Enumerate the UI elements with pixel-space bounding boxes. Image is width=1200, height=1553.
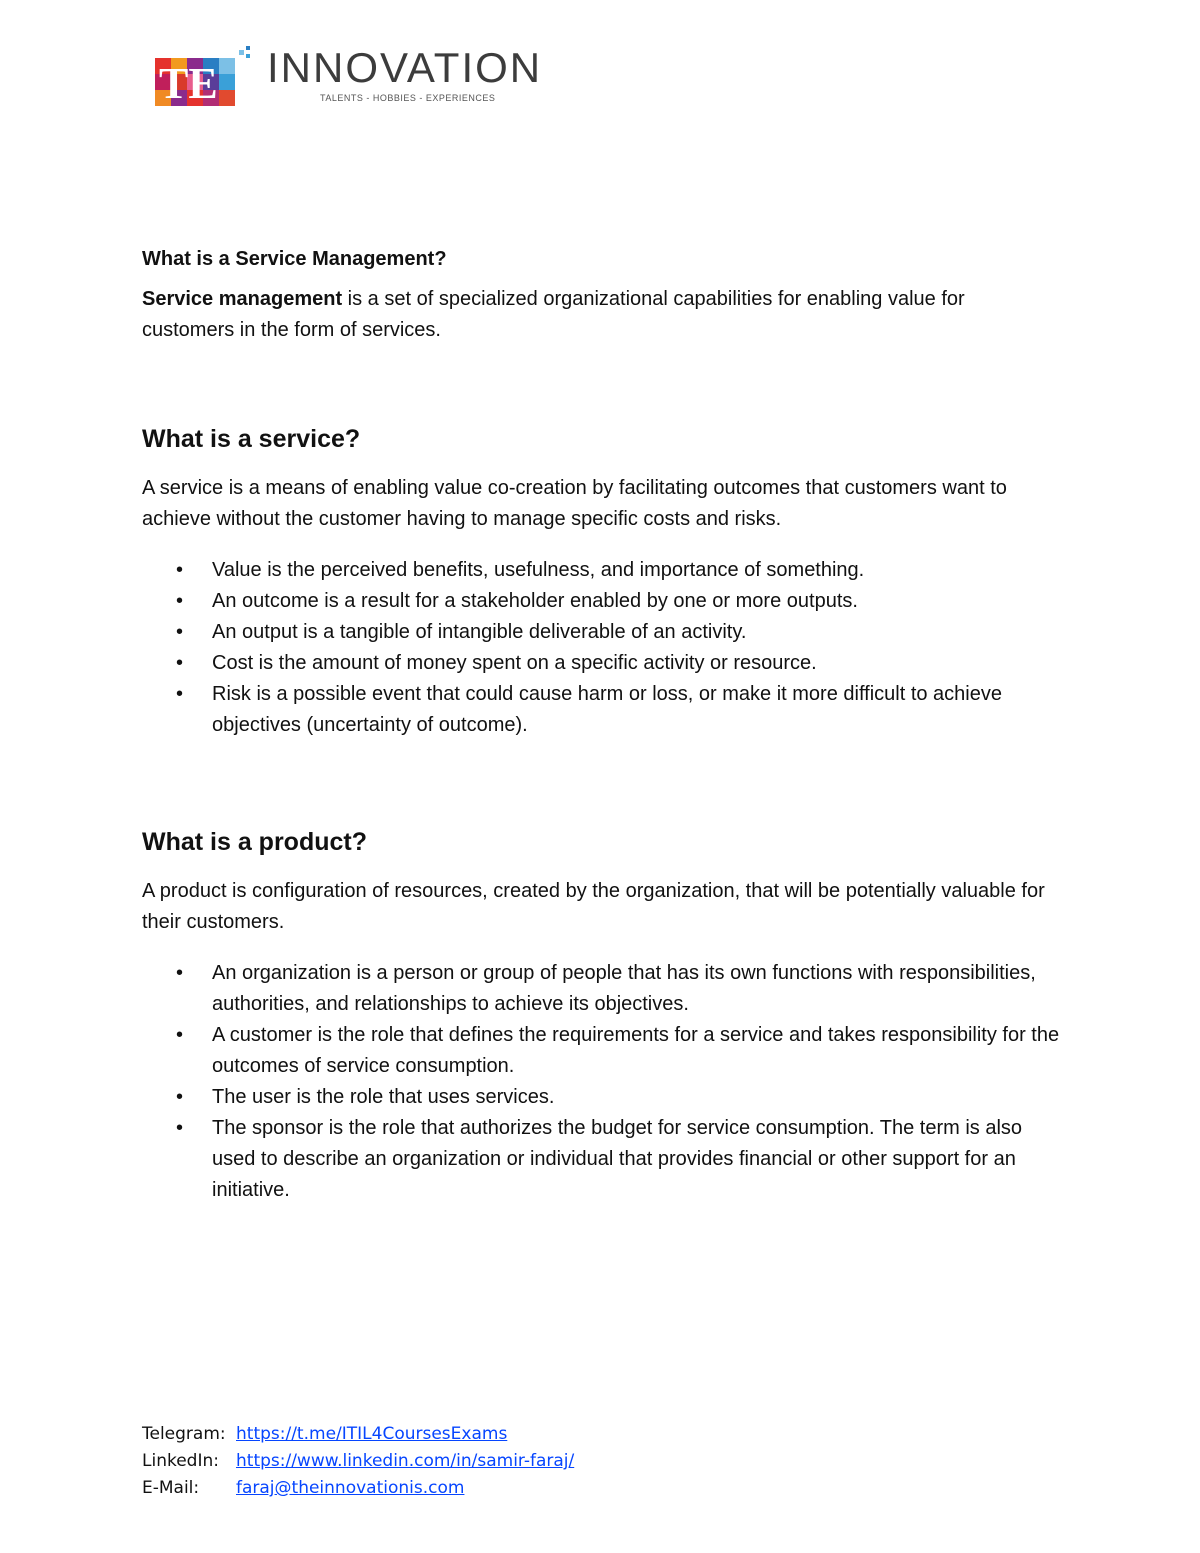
list-item [142,586,1062,617]
service-management-definition [142,284,1062,346]
email-link[interactable]: faraj@theinnovationis.com [236,1478,465,1498]
list-item-text: Cost is the amount of money spent on a specific activity or resource. [212,652,817,674]
list-item [142,1082,1062,1113]
list-item-text: An organization is a person or group of people that has its own functions with responsibilities, authorities, and relationships to achieve its objectives. [212,962,1036,1015]
contact-footer [142,1421,574,1502]
bullet-icon: • [176,1086,184,1108]
definition-term: Service management [142,288,343,310]
linkedin-label: LinkedIn: [142,1451,219,1471]
bullet-icon: • [176,962,184,984]
bullet-icon: • [176,652,184,674]
list-item-text: The sponsor is the role that authorizes the budget for service consumption. The term is also used to describe an organization or individual that provides financial or other support for an initiative. [212,1117,1023,1201]
definition-text: is a set of specialized organizational capabilities for enabling value for customers in the form of services. [142,288,965,341]
document-body [142,240,1062,1206]
product-paragraph: A product is configuration of resources, created by the organization, that will be potentially valuable for their customers. [142,880,1045,933]
list-item [142,648,1062,679]
company-logo [155,38,585,110]
list-item [142,679,1062,741]
list-item-text: A customer is the role that defines the requirements for a service and takes responsibility for the outcomes of service consumption. [212,1024,1060,1077]
list-item-text: Value is the perceived benefits, usefulness, and importance of something. [212,559,865,581]
service-management-question: What is a Service Management? [142,248,447,270]
logo-mark [155,46,255,110]
bullet-icon: • [176,621,184,643]
list-item-text: The user is the role that uses services. [212,1086,555,1108]
telegram-link[interactable]: https://t.me/ITIL4CoursesExams [236,1424,508,1444]
list-item [142,1020,1062,1082]
list-item [142,617,1062,648]
list-item-text: An outcome is a result for a stakeholder enabled by one or more outputs. [212,590,858,612]
product-heading: What is a product? [142,828,367,856]
bullet-icon: • [176,683,184,705]
list-item-text: Risk is a possible event that could cause harm or loss, or make it more difficult to achieve objectives (uncertainty of outcome). [212,683,1002,736]
list-item [142,958,1062,1020]
linkedin-link[interactable]: https://www.linkedin.com/in/samir-faraj/ [236,1451,575,1471]
bullet-icon: • [176,590,184,612]
list-item [142,555,1062,586]
linkedin-row [142,1448,574,1475]
service-heading: What is a service? [142,425,361,453]
bullet-icon: • [176,559,184,581]
telegram-row [142,1421,574,1448]
logo-tagline: TALENTS - HOBBIES - EXPERIENCES [320,93,496,103]
logo-wordmark: INNOVATION [267,44,543,91]
service-bullet-list [142,555,1062,741]
list-item [142,1113,1062,1206]
email-label: E-Mail: [142,1478,200,1498]
service-paragraph: A service is a means of enabling value co-creation by facilitating outcomes that customers want to achieve without the customer having to manage specific costs and risks. [142,477,1007,530]
list-item-text: An output is a tangible of intangible deliverable of an activity. [212,621,747,643]
bullet-icon: • [176,1024,184,1046]
bullet-icon: • [176,1117,184,1139]
product-bullet-list [142,958,1062,1206]
email-row [142,1475,574,1502]
telegram-label: Telegram: [142,1424,226,1444]
logo-mark-text: TE [159,59,218,108]
